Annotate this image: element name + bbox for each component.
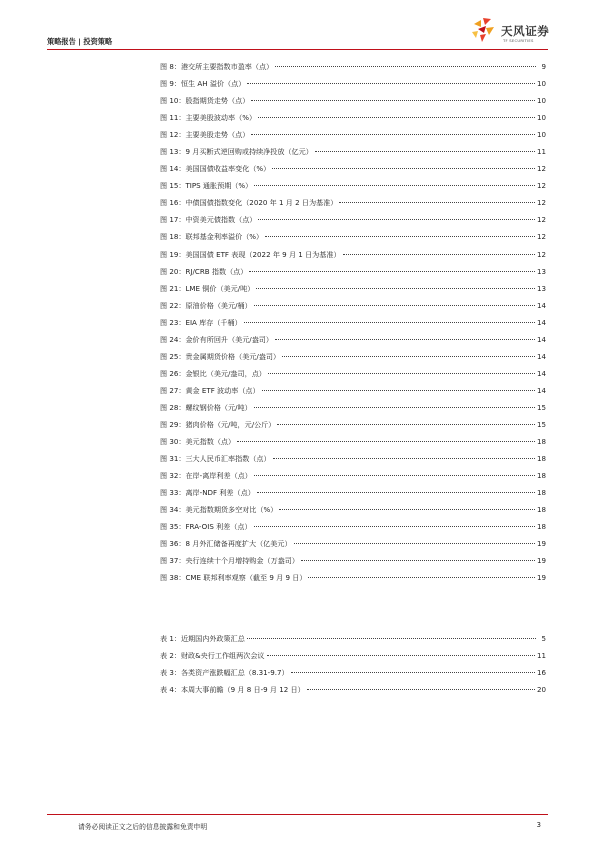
dot-leader — [265, 235, 535, 237]
figure-toc-entry[interactable] — [160, 399, 546, 416]
toc-entry-page[interactable]: 14 — [536, 368, 546, 378]
toc-entry-label[interactable]: 图 25：贵金属期货价格（美元/盎司） — [160, 351, 281, 361]
toc-entry-page[interactable]: 12 — [536, 215, 546, 225]
toc-entry-page[interactable]: 14 — [536, 317, 546, 327]
figure-toc-entry[interactable] — [160, 297, 546, 314]
toc-entry-label[interactable]: 图 33：离岸-NDF 利差（点） — [160, 488, 255, 498]
toc-entry-page[interactable]: 12 — [536, 232, 546, 242]
figure-toc-entry[interactable] — [160, 246, 546, 263]
table-toc-entry[interactable] — [160, 647, 546, 664]
page-number: 3 — [536, 821, 541, 829]
toc-entry-page[interactable]: 20 — [536, 685, 546, 695]
toc-entry-label[interactable]: 图 13：9 月买断式逆回购或持续净投放（亿元） — [160, 147, 313, 157]
figure-toc-entry[interactable] — [160, 348, 546, 365]
toc-entry-page[interactable]: 14 — [536, 351, 546, 361]
toc-entry-label[interactable]: 图 21：LME 铜价（美元/吨） — [160, 283, 255, 293]
dot-leader — [282, 355, 535, 357]
figure-toc-entry[interactable] — [160, 263, 546, 280]
dot-leader — [301, 559, 535, 561]
dot-leader — [273, 457, 535, 459]
toc-entry-page[interactable]: 19 — [536, 573, 546, 583]
toc-entry-label[interactable]: 图 17：中资美元债指数（点） — [160, 215, 257, 225]
figure-toc-entry[interactable] — [160, 75, 546, 92]
toc-entry-label[interactable]: 图 27：黄金 ETF 波动率（点） — [160, 385, 260, 395]
dot-leader — [256, 287, 535, 289]
toc-entry-page[interactable]: 10 — [536, 113, 546, 123]
figure-toc-entry[interactable] — [160, 331, 546, 348]
dot-leader — [254, 406, 535, 408]
toc-entry-page[interactable]: 11 — [536, 147, 546, 157]
toc-entry-label[interactable]: 图 31：三大人民币汇率指数（点） — [160, 454, 271, 464]
toc-entry-page[interactable]: 12 — [536, 164, 546, 174]
dot-leader — [343, 253, 535, 255]
toc-entry-page[interactable]: 18 — [536, 488, 546, 498]
dot-leader — [249, 270, 535, 272]
toc-entry-label[interactable]: 图 28：螺纹钢价格（元/吨） — [160, 402, 252, 412]
dot-leader — [254, 304, 535, 306]
dot-leader — [251, 133, 535, 135]
toc-entry-label[interactable]: 图 11：主要美股波动率（%） — [160, 113, 257, 123]
toc-entry-label[interactable]: 图 34：美元指数期货多空对比（%） — [160, 505, 278, 515]
dot-leader — [258, 218, 535, 220]
figure-toc-entry[interactable] — [160, 126, 546, 143]
dot-leader — [247, 637, 536, 639]
dot-leader — [275, 65, 536, 67]
toc-entry-label[interactable]: 图 30：美元指数（点） — [160, 437, 236, 447]
figure-toc-entry[interactable] — [160, 365, 546, 382]
toc-entry-label[interactable]: 图 22：原油价格（美元/桶） — [160, 300, 252, 310]
toc-entry-page[interactable]: 10 — [536, 79, 546, 89]
figure-toc-entry[interactable] — [160, 92, 546, 109]
toc-entry-label[interactable]: 图 12：主要美股走势（点） — [160, 130, 250, 140]
toc-entry-page[interactable]: 12 — [536, 181, 546, 191]
toc-entry-label[interactable]: 图 20：RJ/CRB 指数（点） — [160, 266, 248, 276]
dot-leader — [275, 338, 535, 340]
dot-leader — [254, 474, 535, 476]
toc-entry-label[interactable]: 图 9：恒生 AH 溢价（点） — [160, 79, 246, 89]
dot-leader — [291, 671, 535, 673]
dot-leader — [294, 542, 535, 544]
figure-toc-entry[interactable] — [160, 518, 546, 535]
figure-toc-entry[interactable] — [160, 177, 546, 194]
toc-entry-label[interactable]: 表 1：近期国内外政策汇总 — [160, 634, 245, 643]
toc-entry-page[interactable]: 18 — [536, 454, 546, 464]
toc-entry-page[interactable]: 14 — [536, 385, 546, 395]
figure-toc-entry[interactable] — [160, 228, 546, 245]
dot-leader — [268, 372, 535, 374]
toc-entry-label[interactable]: 图 38：CME 联邦利率观察（截至 9 月 9 日） — [160, 573, 307, 583]
header-divider — [47, 49, 548, 50]
toc-entry-label[interactable]: 图 24：金价有所回升（美元/盎司） — [160, 334, 273, 344]
toc-entry-label[interactable]: 表 4：本周大事前瞻（9 月 8 日-9 月 12 日） — [160, 685, 305, 695]
dot-leader — [307, 688, 535, 690]
figure-toc-entry[interactable] — [160, 552, 546, 569]
dot-leader — [262, 389, 535, 391]
toc-entry-label[interactable]: 图 8：港交所主要指数市盈率（点） — [160, 62, 274, 71]
toc-entry-page[interactable]: 18 — [536, 522, 546, 532]
toc-entry-page[interactable]: 12 — [536, 198, 546, 208]
figure-toc-entry[interactable] — [160, 160, 546, 177]
toc-entry-label[interactable]: 图 26：金银比（美元/盎司，点） — [160, 368, 266, 378]
figure-toc-entry[interactable] — [160, 450, 546, 467]
dot-leader — [267, 654, 535, 656]
dot-leader — [308, 576, 535, 578]
dot-leader — [244, 321, 535, 323]
logo-name-en: TF SECURITIES — [503, 38, 534, 43]
dot-leader — [258, 116, 535, 118]
toc-entry-label[interactable]: 图 36：8 月外汇储备再度扩大（亿美元） — [160, 539, 292, 549]
figure-toc-entry[interactable] — [160, 535, 546, 552]
table-toc-entry[interactable] — [160, 664, 546, 681]
report-category: 策略报告 | 投资策略 — [47, 37, 113, 46]
toc-entry-page[interactable]: 13 — [536, 283, 546, 293]
toc-entry-label[interactable]: 图 10：股指期货走势（点） — [160, 96, 250, 106]
figure-toc-entry[interactable] — [160, 484, 546, 501]
table-list — [160, 630, 546, 698]
figure-toc-entry[interactable] — [160, 314, 546, 331]
toc-entry-page[interactable]: 18 — [536, 505, 546, 515]
dot-leader — [247, 82, 535, 84]
toc-entry-page[interactable]: 18 — [536, 437, 546, 447]
figure-toc-entry[interactable] — [160, 280, 546, 297]
figure-toc-entry[interactable] — [160, 143, 546, 160]
figure-toc-entry[interactable] — [160, 382, 546, 399]
toc-entry-page[interactable]: 10 — [536, 130, 546, 140]
toc-entry-page[interactable]: 14 — [536, 300, 546, 310]
toc-entry-page[interactable]: 19 — [536, 556, 546, 566]
toc-entry-page[interactable]: 9 — [541, 62, 546, 71]
company-logo — [470, 16, 560, 50]
figure-toc-entry[interactable] — [160, 433, 546, 450]
toc-entry-label[interactable]: 图 19：美国国债 ETF 表现（2022 年 9 月 1 日为基准） — [160, 249, 341, 259]
toc-entry-page[interactable]: 10 — [536, 96, 546, 106]
toc-entry-page[interactable]: 14 — [536, 334, 546, 344]
figure-toc-entry[interactable] — [160, 501, 546, 518]
toc-entry-page[interactable]: 19 — [536, 539, 546, 549]
dot-leader — [237, 440, 535, 442]
figure-toc-entry[interactable] — [160, 58, 546, 75]
dot-leader — [272, 167, 535, 169]
toc-entry-label[interactable]: 表 2：财政&央行工作组两次会议 — [160, 651, 265, 661]
tf-logo-icon — [470, 16, 496, 44]
dot-leader — [251, 99, 535, 101]
toc-entry-page[interactable]: 15 — [536, 402, 546, 412]
toc-entry-label[interactable]: 图 16：中债国债指数变化（2020 年 1 月 2 日为基准） — [160, 198, 338, 208]
toc-entry-page[interactable]: 5 — [541, 634, 546, 643]
figure-toc-entry[interactable] — [160, 109, 546, 126]
dot-leader — [254, 184, 535, 186]
footer-divider — [47, 814, 548, 815]
footer-disclaimer: 请务必阅读正文之后的信息披露和免责申明 — [78, 823, 208, 831]
table-toc-entry[interactable] — [160, 681, 546, 698]
toc-entry-label[interactable]: 图 32：在岸-离岸利差（点） — [160, 471, 252, 481]
toc-entry-page[interactable]: 18 — [536, 471, 546, 481]
dot-leader — [257, 491, 535, 493]
dot-leader — [315, 150, 535, 152]
dot-leader — [254, 525, 535, 527]
toc-entry-page[interactable]: 11 — [536, 651, 546, 661]
toc-entry-label[interactable]: 图 37：央行连续十个月增持购金（万盎司） — [160, 556, 299, 566]
toc-entry-page[interactable]: 13 — [536, 266, 546, 276]
toc-entry-page[interactable]: 12 — [536, 249, 546, 259]
table-toc-entry[interactable] — [160, 630, 546, 647]
toc-entry-label[interactable]: 图 35：FRA-OIS 利差（点） — [160, 522, 252, 532]
figure-toc-entry[interactable] — [160, 467, 546, 484]
toc-entry-page[interactable]: 15 — [536, 419, 546, 429]
dot-leader — [339, 201, 535, 203]
toc-entry-label[interactable]: 图 23：EIA 库存（千桶） — [160, 317, 242, 327]
figure-toc-entry[interactable] — [160, 569, 546, 586]
dot-leader — [277, 423, 535, 425]
toc-entry-label[interactable]: 图 15：TIPS 通胀预期（%） — [160, 181, 253, 191]
toc-entry-label[interactable]: 表 3：各类资产涨跌幅汇总（8.31-9.7） — [160, 668, 289, 678]
toc-entry-page[interactable]: 16 — [536, 668, 546, 678]
figure-toc-entry[interactable] — [160, 416, 546, 433]
figure-toc-entry[interactable] — [160, 194, 546, 211]
figure-toc-entry[interactable] — [160, 211, 546, 228]
toc-entry-label[interactable]: 图 29：猪肉价格（元/吨，元/公斤） — [160, 419, 276, 429]
dot-leader — [279, 508, 535, 510]
toc-entry-label[interactable]: 图 18：联邦基金利率溢价（%） — [160, 232, 264, 242]
logo-name-cn: 天风证券 — [501, 24, 550, 38]
figure-list — [160, 58, 546, 586]
toc-entry-label[interactable]: 图 14：美国国债收益率变化（%） — [160, 164, 271, 174]
